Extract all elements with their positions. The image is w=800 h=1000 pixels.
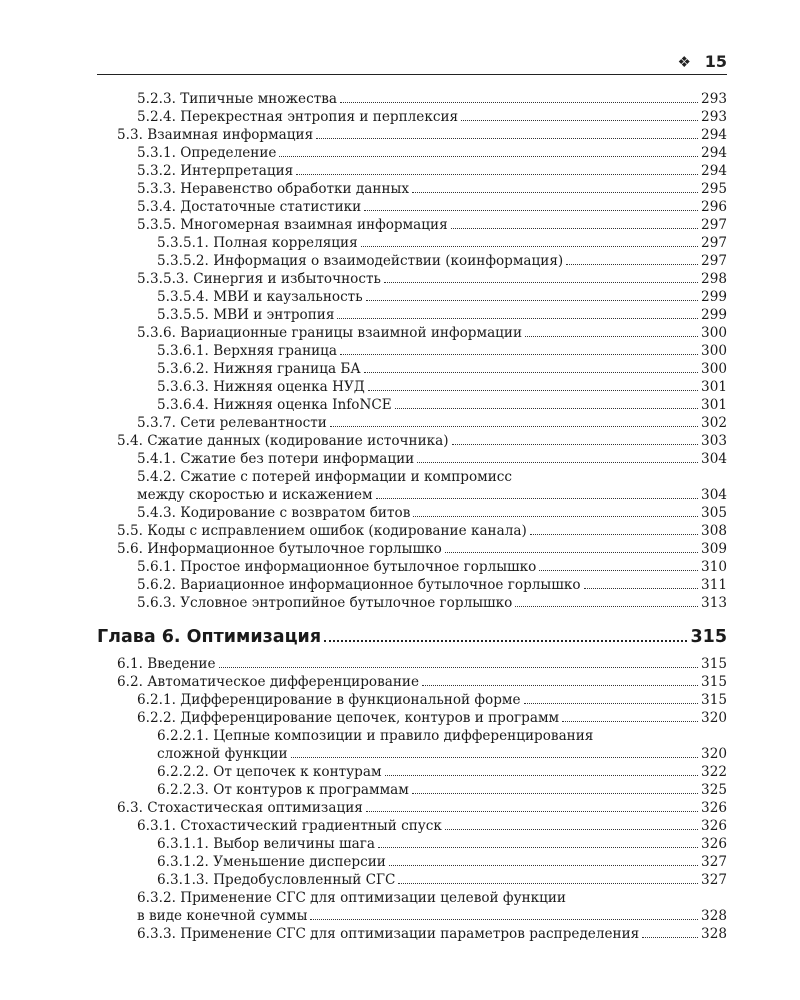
toc-entry-title: 5.3. Взаимная информация xyxy=(117,127,314,143)
toc-entry-page: 299 xyxy=(701,307,727,323)
toc-entry-title: 5.3.1. Определение xyxy=(137,145,277,161)
dot-leader xyxy=(291,757,698,758)
toc-entry-title: 5.3.6.2. Нижняя граница БА xyxy=(157,361,361,377)
toc-entry[interactable] xyxy=(97,817,727,835)
toc-entry-title: 5.3.6. Вариационные границы взаимной информации xyxy=(137,325,523,341)
dot-leader xyxy=(384,282,698,283)
toc-entry-page: 304 xyxy=(701,451,727,467)
dot-leader xyxy=(530,534,698,535)
toc-entry-title: 5.6.2. Вариационное информационное бутылочное горлышко xyxy=(137,577,581,593)
toc-entry-page: 299 xyxy=(701,289,727,305)
toc-entry[interactable] xyxy=(97,907,727,925)
toc-entry-page: 293 xyxy=(701,109,727,125)
toc-entry-page: 298 xyxy=(701,271,727,287)
toc-entry-title: между скоростью и искажением xyxy=(137,487,373,503)
dot-leader xyxy=(566,264,698,265)
toc-entry[interactable] xyxy=(97,288,727,306)
toc-entry-title: 6.3.1. Стохастический градиентный спуск xyxy=(137,818,442,834)
toc-entry-title: 5.3.5.5. МВИ и энтропия xyxy=(157,307,335,323)
toc-entry[interactable] xyxy=(97,799,727,817)
toc-entry-title: 6.1. Введение xyxy=(117,656,216,672)
toc-entry-title: 5.5. Коды с исправлением ошибок (кодирование канала) xyxy=(117,523,527,539)
toc-entry-page: 326 xyxy=(701,818,727,834)
toc-entry-page: 302 xyxy=(701,415,727,431)
toc-entry-page: 295 xyxy=(701,181,727,197)
toc-entry[interactable] xyxy=(97,468,727,486)
toc-entry-page: 326 xyxy=(701,800,727,816)
toc-entry-page: 305 xyxy=(701,505,727,521)
toc-entry-page: 293 xyxy=(701,91,727,107)
toc-entry[interactable] xyxy=(97,414,727,432)
toc-entry-title: 6.3.1.2. Уменьшение дисперсии xyxy=(157,854,386,870)
toc-entry-title: 5.4.3. Кодирование с возвратом битов xyxy=(137,505,411,521)
dot-leader xyxy=(539,570,698,571)
toc-entry-title: 6.3.1.1. Выбор величины шага xyxy=(157,836,376,852)
toc-entry-title: 5.3.5.1. Полная корреляция xyxy=(157,235,358,251)
dot-leader xyxy=(389,865,698,866)
dot-leader xyxy=(562,721,698,722)
toc-entry[interactable] xyxy=(97,432,727,450)
toc-entry-page: 326 xyxy=(701,836,727,852)
dot-leader xyxy=(361,246,698,247)
toc-entry[interactable] xyxy=(97,198,727,216)
toc-entry-title: 5.3.5.4. МВИ и каузальность xyxy=(157,289,363,305)
toc-entry-title: 6.3.2. Применение СГС для оптимизации целевой функции xyxy=(137,890,566,906)
toc-entry-title: 5.4.2. Сжатие с потерей информации и компромисс xyxy=(137,469,513,485)
dot-leader xyxy=(316,138,698,139)
toc-entry-page: 328 xyxy=(701,908,727,924)
toc-entry[interactable] xyxy=(97,360,727,378)
toc-entry-page: 296 xyxy=(701,199,727,215)
toc-entry[interactable] xyxy=(97,673,727,691)
toc-entry-title: 6.3. Стохастическая оптимизация xyxy=(117,800,363,816)
toc-entry-title: 6.2.1. Дифференцирование в функциональной форме xyxy=(137,692,521,708)
toc-entry[interactable] xyxy=(97,234,727,252)
toc-section-6 xyxy=(97,655,727,943)
toc-entry[interactable] xyxy=(97,90,727,108)
chapter-heading[interactable] xyxy=(97,622,727,652)
dot-leader xyxy=(398,883,698,884)
table-of-contents xyxy=(97,90,727,943)
dot-leader xyxy=(524,703,699,704)
toc-entry[interactable] xyxy=(97,763,727,781)
toc-entry-page: 328 xyxy=(701,926,727,942)
dot-leader xyxy=(366,811,698,812)
toc-entry[interactable] xyxy=(97,727,727,745)
toc-entry-title: 5.4.1. Сжатие без потери информации xyxy=(137,451,415,467)
toc-entry-title: 5.3.5.2. Информация о взаимодействии (коинформация) xyxy=(157,253,564,269)
toc-entry-page: 297 xyxy=(701,235,727,251)
toc-entry-title: 5.3.5.3. Синергия и избыточность xyxy=(137,271,381,287)
toc-entry[interactable] xyxy=(97,781,727,799)
chapter-page: 315 xyxy=(690,627,727,647)
toc-entry-page: 309 xyxy=(701,541,727,557)
toc-entry[interactable] xyxy=(97,342,727,360)
dot-leader xyxy=(279,156,698,157)
dot-leader xyxy=(366,300,698,301)
toc-entry-page: 301 xyxy=(701,379,727,395)
toc-entry-page: 301 xyxy=(701,397,727,413)
toc-entry-title: сложной функции xyxy=(157,746,288,762)
dot-leader xyxy=(422,685,698,686)
toc-entry[interactable] xyxy=(97,270,727,288)
toc-entry[interactable] xyxy=(97,594,727,612)
toc-entry-page: 310 xyxy=(701,559,727,575)
toc-entry-title: 5.3.3. Неравенство обработки данных xyxy=(137,181,410,197)
toc-entry[interactable] xyxy=(97,126,727,144)
toc-entry-title: 6.3.3. Применение СГС для оптимизации параметров распределения xyxy=(137,926,640,942)
toc-entry-title: 6.2.2. Дифференцирование цепочек, контуров и программ xyxy=(137,710,560,726)
toc-entry-page: 304 xyxy=(701,487,727,503)
toc-entry-title: 5.3.6.4. Нижняя оценка InfoNCE xyxy=(157,397,392,413)
toc-entry-page: 315 xyxy=(701,674,727,690)
dot-leader xyxy=(413,516,698,517)
toc-entry-page: 300 xyxy=(701,325,727,341)
toc-entry[interactable] xyxy=(97,522,727,540)
dot-leader xyxy=(368,390,698,391)
toc-entry-page: 320 xyxy=(701,746,727,762)
dot-leader xyxy=(584,588,698,589)
toc-entry-page: 313 xyxy=(701,595,727,611)
toc-entry-title: 5.3.5. Многомерная взаимная информация xyxy=(137,217,448,233)
dot-leader xyxy=(378,847,698,848)
dot-leader xyxy=(525,336,698,337)
toc-entry[interactable] xyxy=(97,324,727,342)
toc-entry-title: 5.3.2. Интерпретация xyxy=(137,163,294,179)
dot-leader xyxy=(337,318,698,319)
toc-entry-title: 5.2.3. Типичные множества xyxy=(137,91,337,107)
toc-entry-page: 327 xyxy=(701,854,727,870)
toc-entry-title: 5.3.6.1. Верхняя граница xyxy=(157,343,338,359)
toc-entry-page: 322 xyxy=(701,764,727,780)
dot-leader xyxy=(340,102,698,103)
toc-entry[interactable] xyxy=(97,306,727,324)
dot-leader xyxy=(417,462,698,463)
toc-entry-title: 5.3.7. Сети релевантности xyxy=(137,415,327,431)
toc-entry[interactable] xyxy=(97,486,727,504)
toc-entry-page: 297 xyxy=(701,253,727,269)
dot-leader xyxy=(324,640,687,642)
toc-entry-page: 300 xyxy=(701,361,727,377)
toc-entry-page: 308 xyxy=(701,523,727,539)
toc-entry-title: 5.6.3. Условное энтропийное бутылочное горлышко xyxy=(137,595,513,611)
toc-entry-title: 6.2.2.3. От контуров к программам xyxy=(157,782,409,798)
toc-entry-title: 5.3.6.3. Нижняя оценка НУД xyxy=(157,379,365,395)
dot-leader xyxy=(445,829,698,830)
toc-entry-page: 315 xyxy=(701,692,727,708)
toc-entry-title: 6.2.2.1. Цепные композиции и правило дифференцирования xyxy=(157,728,594,744)
toc-entry-page: 294 xyxy=(701,145,727,161)
toc-entry[interactable] xyxy=(97,691,727,709)
dot-leader xyxy=(412,192,698,193)
toc-entry[interactable] xyxy=(97,871,727,889)
dot-leader xyxy=(330,426,698,427)
toc-entry-page: 311 xyxy=(701,577,727,593)
toc-entry-title: 6.3.1.3. Предобусловленный СГС xyxy=(157,872,396,888)
toc-entry-title: 5.2.4. Перекрестная энтропия и перплексия xyxy=(137,109,459,125)
toc-entry[interactable] xyxy=(97,162,727,180)
toc-entry-title: 5.4. Сжатие данных (кодирование источника) xyxy=(117,433,449,449)
toc-entry-title: в виде конечной суммы xyxy=(137,908,308,924)
toc-entry-page: 300 xyxy=(701,343,727,359)
dot-leader xyxy=(364,372,698,373)
toc-entry[interactable] xyxy=(97,180,727,198)
toc-entry[interactable] xyxy=(97,504,727,522)
toc-entry[interactable] xyxy=(97,450,727,468)
dot-leader xyxy=(412,793,698,794)
dot-leader xyxy=(461,120,698,121)
toc-entry[interactable] xyxy=(97,835,727,853)
toc-entry-page: 325 xyxy=(701,782,727,798)
dot-leader xyxy=(364,210,698,211)
toc-entry[interactable] xyxy=(97,144,727,162)
toc-entry-title: 5.3.4. Достаточные статистики xyxy=(137,199,362,215)
dot-leader xyxy=(296,174,698,175)
toc-entry-page: 294 xyxy=(701,163,727,179)
toc-entry-page: 297 xyxy=(701,217,727,233)
dot-leader xyxy=(340,354,698,355)
dot-leader xyxy=(515,606,698,607)
toc-entry[interactable] xyxy=(97,655,727,673)
dot-leader xyxy=(642,937,698,938)
toc-entry[interactable] xyxy=(97,216,727,234)
toc-entry-title: 6.2.2.2. От цепочек к контурам xyxy=(157,764,382,780)
toc-entry-title: 5.6. Информационное бутылочное горлышко xyxy=(117,541,442,557)
toc-entry[interactable] xyxy=(97,396,727,414)
toc-entry-page: 315 xyxy=(701,656,727,672)
toc-entry[interactable] xyxy=(97,853,727,871)
page-number: 15 xyxy=(704,52,727,71)
toc-entry[interactable] xyxy=(97,252,727,270)
toc-entry-page: 327 xyxy=(701,872,727,888)
toc-entry[interactable] xyxy=(97,558,727,576)
dot-leader xyxy=(445,552,698,553)
toc-entry[interactable] xyxy=(97,108,727,126)
toc-entry-page: 303 xyxy=(701,433,727,449)
toc-entry[interactable] xyxy=(97,745,727,763)
toc-entry[interactable] xyxy=(97,576,727,594)
toc-entry-title: 6.2. Автоматическое дифференцирование xyxy=(117,674,420,690)
toc-entry-page: 294 xyxy=(701,127,727,143)
toc-entry[interactable] xyxy=(97,540,727,558)
toc-entry-page: 320 xyxy=(701,710,727,726)
dot-leader xyxy=(452,444,698,445)
chapter-title: Глава 6. Оптимизация xyxy=(97,627,322,647)
toc-entry[interactable] xyxy=(97,378,727,396)
dot-leader xyxy=(395,408,698,409)
toc-entry[interactable] xyxy=(97,709,727,727)
toc-entry-title: 5.6.1. Простое информационное бутылочное горлышко xyxy=(137,559,537,575)
dot-leader xyxy=(310,919,698,920)
dot-leader xyxy=(219,667,699,668)
dot-leader xyxy=(385,775,699,776)
toc-section-5 xyxy=(97,90,727,612)
dot-leader xyxy=(451,228,698,229)
toc-entry[interactable] xyxy=(97,925,727,943)
ornament-icon: ❖ xyxy=(677,53,691,71)
toc-entry[interactable] xyxy=(97,889,727,907)
page-header xyxy=(97,52,727,75)
dot-leader xyxy=(376,498,698,499)
